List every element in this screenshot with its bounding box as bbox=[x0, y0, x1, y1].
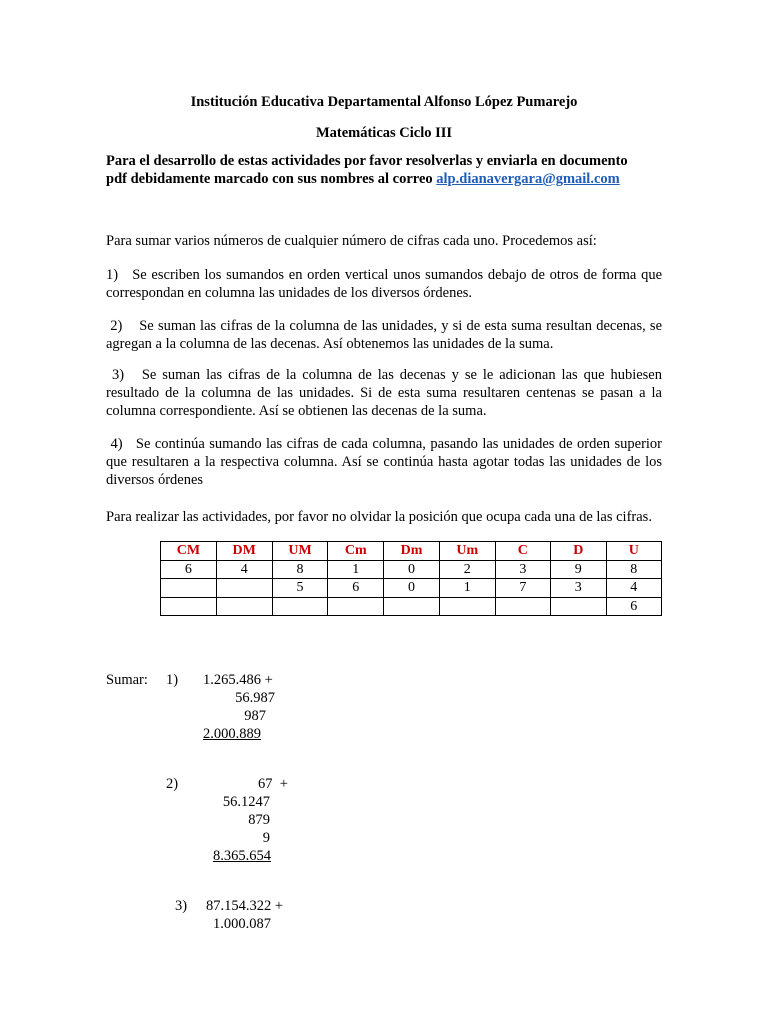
table-header-row bbox=[161, 542, 662, 561]
exercise-1-number: 1) bbox=[166, 672, 179, 688]
table-cell bbox=[495, 597, 550, 616]
table-cell: 9 bbox=[551, 560, 606, 579]
intro-text: Para sumar varios números de cualquier número de cifras cada uno. Procedemos así: bbox=[106, 233, 597, 249]
table-cell bbox=[216, 597, 272, 616]
header-cell: CM bbox=[161, 542, 217, 561]
exercise-1-result: 2.000.889 bbox=[203, 726, 261, 742]
step-2 bbox=[106, 317, 662, 353]
table-row bbox=[161, 560, 662, 579]
exercise-2-line-3: 879 bbox=[248, 812, 270, 828]
table-cell: 4 bbox=[216, 560, 272, 579]
table-cell bbox=[216, 579, 272, 598]
exercise-2-result: 8.365.654 bbox=[213, 848, 271, 864]
table-cell bbox=[551, 597, 606, 616]
table-row bbox=[161, 597, 662, 616]
exercise-1-line-3: 987 bbox=[244, 708, 266, 724]
table-cell: 3 bbox=[551, 579, 606, 598]
step-number: 2) bbox=[110, 318, 123, 334]
table-cell: 0 bbox=[384, 560, 440, 579]
exercise-3-line-1: 87.154.322 + bbox=[206, 898, 284, 914]
instructions-line-2: pdf debidamente marcado con sus nombres al correo alp.dianavergara@gmail.com bbox=[106, 171, 620, 188]
institution-title: Institución Educativa Departamental Alfonso López Pumarejo bbox=[190, 94, 578, 110]
table-cell bbox=[272, 597, 328, 616]
table-cell bbox=[384, 597, 440, 616]
step-number: 4) bbox=[110, 436, 123, 452]
table-cell bbox=[328, 597, 384, 616]
step-text: Se escriben los sumandos en orden vertical unos sumandos debajo de otros de forma que correspondan en columna las unidades de los diversos órdenes. bbox=[106, 267, 662, 302]
subject-title: Matemáticas Ciclo III bbox=[315, 125, 453, 141]
table-cell: 1 bbox=[328, 560, 384, 579]
step-4 bbox=[106, 435, 662, 489]
step-1 bbox=[106, 266, 662, 302]
email-link[interactable]: alp.dianavergara@gmail.com bbox=[436, 171, 620, 188]
header-cell: C bbox=[495, 542, 550, 561]
exercise-2-line-1: 67 + bbox=[258, 776, 288, 792]
step-text: Se continúa sumando las cifras de cada columna, pasando las unidades de orden superior que resultaren a la respectiva columna. Así se continúa hasta agotar todas las unidades de los diversos órdenes bbox=[106, 436, 663, 489]
table-cell: 0 bbox=[384, 579, 440, 598]
table-cell: 7 bbox=[495, 579, 550, 598]
step-text: Se suman las cifras de la columna de las unidades, y si de esta suma resultan decenas, se agregan a la columna de las decenas. Así obtenemos las unidades de la suma. bbox=[106, 318, 663, 353]
step-number: 3) bbox=[111, 367, 125, 383]
table-cell: 4 bbox=[606, 579, 661, 598]
step-text: Se suman las cifras de la columna de las decenas y se le adicionan las que hubiesen resultado de la columna de las unidades. Si de esta suma resultaren centenas se pasan a la columna correspondiente. Así se obtienen las decenas de la suma. bbox=[106, 367, 662, 420]
exercise-2-line-2: 56.1247 bbox=[222, 794, 270, 810]
exercise-3-number: 3) bbox=[175, 898, 188, 914]
table-cell: 1 bbox=[439, 579, 495, 598]
table-cell: 8 bbox=[272, 560, 328, 579]
table-cell: 6 bbox=[606, 597, 661, 616]
table-cell: 8 bbox=[606, 560, 661, 579]
table-cell: 3 bbox=[495, 560, 550, 579]
header-cell: U bbox=[606, 542, 661, 561]
table-cell: 5 bbox=[272, 579, 328, 598]
table-cell bbox=[439, 597, 495, 616]
header-cell: D bbox=[551, 542, 606, 561]
header-cell: DM bbox=[216, 542, 272, 561]
instructions-line-1: Para el desarrollo de estas actividades por favor resolverlas y enviarla en documento bbox=[106, 153, 628, 169]
table-row bbox=[161, 579, 662, 598]
header-cell: Dm bbox=[384, 542, 440, 561]
header-cell: UM bbox=[272, 542, 328, 561]
exercise-2-line-4: 9 bbox=[262, 830, 270, 846]
header-cell: Um bbox=[439, 542, 495, 561]
note-text: Para realizar las actividades, por favor no olvidar la posición que ocupa cada una de las cifras. bbox=[106, 509, 652, 525]
table-cell bbox=[161, 597, 217, 616]
table-cell: 6 bbox=[328, 579, 384, 598]
exercise-1-line-1: 1.265.486 + bbox=[203, 672, 273, 688]
table-cell: 2 bbox=[439, 560, 495, 579]
exercise-3-line-2: 1.000.087 bbox=[213, 916, 271, 932]
header-cell: Cm bbox=[328, 542, 384, 561]
exercise-2-number: 2) bbox=[166, 776, 179, 792]
exercise-1-line-2: 56.987 bbox=[235, 690, 275, 706]
step-3 bbox=[106, 366, 662, 420]
instructions bbox=[106, 152, 666, 188]
table-cell bbox=[161, 579, 217, 598]
step-number: 1) bbox=[106, 267, 119, 283]
place-value-table bbox=[160, 541, 662, 616]
exercises-label: Sumar: bbox=[106, 672, 148, 688]
table-cell: 6 bbox=[161, 560, 217, 579]
